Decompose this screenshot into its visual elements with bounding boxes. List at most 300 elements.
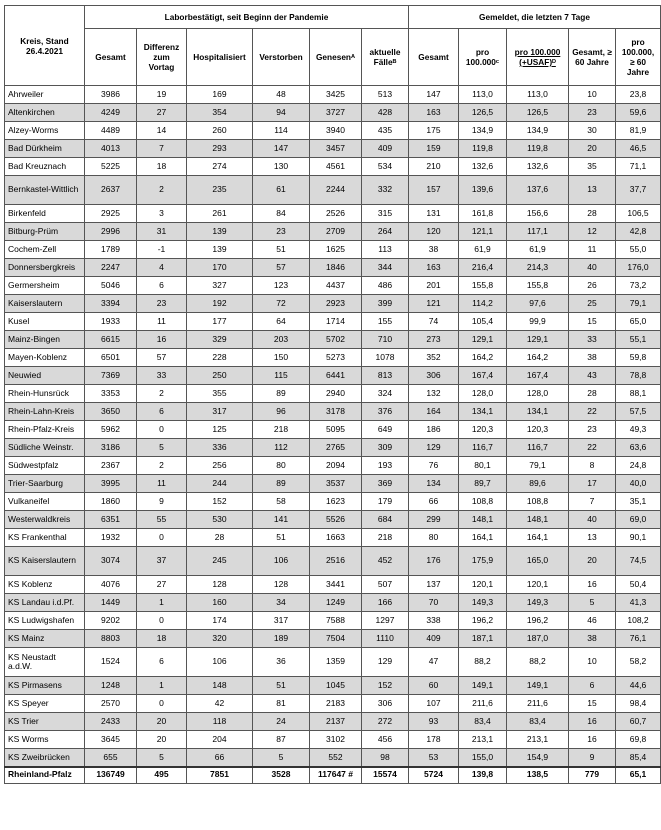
cell-hospitalisiert: 245	[187, 547, 253, 576]
cell-genesen: 5526	[310, 511, 362, 529]
cell-genesen: 1714	[310, 313, 362, 331]
cell-7d-pro-100000-60: 88,1	[616, 385, 661, 403]
cell-genesen: 2244	[310, 176, 362, 205]
cell-hospitalisiert: 256	[187, 457, 253, 475]
cell-aktuelle-faelle: 152	[362, 677, 409, 695]
cell-hospitalisiert: 260	[187, 122, 253, 140]
cell-7d-pro-100000-60: 59,8	[616, 349, 661, 367]
cell-gesamt: 655	[85, 749, 137, 767]
cell-kreis: Neuwied	[5, 367, 85, 385]
cell-differenz: 19	[137, 86, 187, 104]
cell-verstorben: 51	[253, 677, 310, 695]
cell-7d-pro-100000: 88,2	[459, 648, 507, 677]
header-col-7d-gesamt-60: Gesamt, ≥ 60 Jahre	[569, 29, 616, 86]
cell-aktuelle-faelle: 513	[362, 86, 409, 104]
cell-7d-pro-100000: 213,1	[459, 731, 507, 749]
cell-differenz: 37	[137, 547, 187, 576]
cell-verstorben: 123	[253, 277, 310, 295]
cell-aktuelle-faelle: 1110	[362, 630, 409, 648]
cell-hospitalisiert: 244	[187, 475, 253, 493]
cell-7d-gesamt-60: 15	[569, 313, 616, 331]
cell-7d-pro-100000-60: 78,8	[616, 367, 661, 385]
cell-gesamt: 5046	[85, 277, 137, 295]
cell-7d-gesamt-60: 25	[569, 295, 616, 313]
table-row	[5, 331, 661, 349]
cell-7d-pro-100000-60: 106,5	[616, 205, 661, 223]
table-row	[5, 493, 661, 511]
cell-aktuelle-faelle: 369	[362, 475, 409, 493]
total-cell-7d-pro-100000: 139,8	[459, 767, 507, 784]
cell-verstorben: 147	[253, 140, 310, 158]
cell-verstorben: 23	[253, 223, 310, 241]
table-row-total	[5, 767, 661, 784]
cell-hospitalisiert: 355	[187, 385, 253, 403]
cell-kreis: KS Neustadt a.d.W.	[5, 648, 85, 677]
table-row	[5, 677, 661, 695]
cell-differenz: 2	[137, 457, 187, 475]
cell-hospitalisiert: 66	[187, 749, 253, 767]
cell-7d-pro-100000-usaf: 83,4	[507, 713, 569, 731]
cell-differenz: 55	[137, 511, 187, 529]
cell-differenz: 23	[137, 295, 187, 313]
cell-7d-pro-100000-usaf: 134,9	[507, 122, 569, 140]
cell-7d-pro-100000-60: 41,3	[616, 594, 661, 612]
cell-gesamt: 6351	[85, 511, 137, 529]
cell-kreis: Rhein-Lahn-Kreis	[5, 403, 85, 421]
cell-7d-gesamt-60: 16	[569, 576, 616, 594]
cell-7d-gesamt-60: 7	[569, 493, 616, 511]
cell-aktuelle-faelle: 376	[362, 403, 409, 421]
cell-7d-pro-100000-usaf: 126,5	[507, 104, 569, 122]
cell-differenz: 18	[137, 158, 187, 176]
cell-differenz: 0	[137, 612, 187, 630]
cell-7d-pro-100000: 119,8	[459, 140, 507, 158]
cell-7d-pro-100000-60: 40,0	[616, 475, 661, 493]
cell-kreis: Westerwaldkreis	[5, 511, 85, 529]
cell-differenz: 11	[137, 313, 187, 331]
cell-7d-gesamt: 53	[409, 749, 459, 767]
header-kreis: Kreis, Stand 26.4.2021	[5, 6, 85, 86]
cell-7d-pro-100000: 80,1	[459, 457, 507, 475]
cell-gesamt: 3186	[85, 439, 137, 457]
cell-genesen: 2765	[310, 439, 362, 457]
cell-aktuelle-faelle: 218	[362, 529, 409, 547]
cell-aktuelle-faelle: 1297	[362, 612, 409, 630]
cell-differenz: 6	[137, 277, 187, 295]
cell-7d-pro-100000-usaf: 187,0	[507, 630, 569, 648]
table-row	[5, 612, 661, 630]
table-row	[5, 259, 661, 277]
cell-7d-pro-100000-usaf: 119,8	[507, 140, 569, 158]
cell-genesen: 552	[310, 749, 362, 767]
cell-7d-pro-100000: 108,8	[459, 493, 507, 511]
cell-differenz: -1	[137, 241, 187, 259]
cell-differenz: 27	[137, 576, 187, 594]
cell-7d-gesamt-60: 40	[569, 259, 616, 277]
table-row	[5, 241, 661, 259]
cell-gesamt: 4249	[85, 104, 137, 122]
cell-7d-pro-100000: 129,1	[459, 331, 507, 349]
cell-genesen: 3537	[310, 475, 362, 493]
cell-gesamt: 3645	[85, 731, 137, 749]
cell-7d-pro-100000-60: 85,4	[616, 749, 661, 767]
cell-7d-pro-100000-usaf: 214,3	[507, 259, 569, 277]
cell-gesamt: 2637	[85, 176, 137, 205]
cell-7d-gesamt: 66	[409, 493, 459, 511]
cell-aktuelle-faelle: 309	[362, 439, 409, 457]
cell-aktuelle-faelle: 324	[362, 385, 409, 403]
cell-differenz: 33	[137, 367, 187, 385]
table-row	[5, 421, 661, 439]
cell-7d-gesamt-60: 10	[569, 86, 616, 104]
table-row	[5, 104, 661, 122]
cell-gesamt: 4076	[85, 576, 137, 594]
cell-7d-pro-100000-usaf: 113,0	[507, 86, 569, 104]
table-row	[5, 529, 661, 547]
cell-7d-pro-100000-usaf: 116,7	[507, 439, 569, 457]
cell-verstorben: 89	[253, 475, 310, 493]
total-cell-kreis: Rheinland-Pfalz	[5, 767, 85, 784]
cell-gesamt: 2996	[85, 223, 137, 241]
cell-7d-pro-100000-60: 50,4	[616, 576, 661, 594]
cell-7d-pro-100000-usaf: 167,4	[507, 367, 569, 385]
cell-aktuelle-faelle: 264	[362, 223, 409, 241]
cell-7d-gesamt-60: 38	[569, 349, 616, 367]
cell-7d-gesamt: 47	[409, 648, 459, 677]
cell-7d-pro-100000: 196,2	[459, 612, 507, 630]
cell-7d-pro-100000-usaf: 154,9	[507, 749, 569, 767]
cell-differenz: 6	[137, 648, 187, 677]
cell-7d-pro-100000: 149,3	[459, 594, 507, 612]
header-col-7d-pro-100000: pro 100.000ᶜ	[459, 29, 507, 86]
header-col-gesamt: Gesamt	[85, 29, 137, 86]
cell-7d-gesamt: 137	[409, 576, 459, 594]
cell-aktuelle-faelle: 193	[362, 457, 409, 475]
cell-7d-pro-100000-60: 69,8	[616, 731, 661, 749]
cell-kreis: Bad Kreuznach	[5, 158, 85, 176]
cell-7d-pro-100000: 113,0	[459, 86, 507, 104]
table-row	[5, 731, 661, 749]
cell-7d-pro-100000-60: 35,1	[616, 493, 661, 511]
cell-7d-pro-100000: 139,6	[459, 176, 507, 205]
cell-differenz: 2	[137, 176, 187, 205]
total-cell-differenz: 495	[137, 767, 187, 784]
cell-gesamt: 1860	[85, 493, 137, 511]
cell-kreis: KS Zweibrücken	[5, 749, 85, 767]
cell-hospitalisiert: 192	[187, 295, 253, 313]
table-row	[5, 594, 661, 612]
cell-7d-pro-100000: 126,5	[459, 104, 507, 122]
cell-differenz: 20	[137, 713, 187, 731]
cell-hospitalisiert: 261	[187, 205, 253, 223]
cell-hospitalisiert: 293	[187, 140, 253, 158]
cell-7d-pro-100000: 105,4	[459, 313, 507, 331]
cell-gesamt: 4013	[85, 140, 137, 158]
table-row	[5, 295, 661, 313]
cell-7d-pro-100000: 164,2	[459, 349, 507, 367]
cell-7d-gesamt: 107	[409, 695, 459, 713]
cell-aktuelle-faelle: 155	[362, 313, 409, 331]
cell-verstorben: 36	[253, 648, 310, 677]
cell-verstorben: 34	[253, 594, 310, 612]
cell-gesamt: 5225	[85, 158, 137, 176]
cell-genesen: 4561	[310, 158, 362, 176]
cell-7d-pro-100000-usaf: 120,1	[507, 576, 569, 594]
cell-7d-pro-100000: 89,7	[459, 475, 507, 493]
cell-7d-gesamt: 178	[409, 731, 459, 749]
cell-7d-pro-100000-usaf: 149,3	[507, 594, 569, 612]
cell-7d-pro-100000-usaf: 61,9	[507, 241, 569, 259]
cell-differenz: 7	[137, 140, 187, 158]
cell-7d-pro-100000-usaf: 120,3	[507, 421, 569, 439]
cell-7d-gesamt: 409	[409, 630, 459, 648]
cell-hospitalisiert: 125	[187, 421, 253, 439]
cell-genesen: 5702	[310, 331, 362, 349]
cell-7d-pro-100000-60: 60,7	[616, 713, 661, 731]
cell-gesamt: 3995	[85, 475, 137, 493]
cell-differenz: 16	[137, 331, 187, 349]
cell-7d-pro-100000: 134,9	[459, 122, 507, 140]
cell-7d-gesamt: 76	[409, 457, 459, 475]
cell-hospitalisiert: 106	[187, 648, 253, 677]
cell-gesamt: 2433	[85, 713, 137, 731]
cell-7d-gesamt: 74	[409, 313, 459, 331]
cell-hospitalisiert: 42	[187, 695, 253, 713]
cell-differenz: 18	[137, 630, 187, 648]
cell-7d-gesamt-60: 40	[569, 511, 616, 529]
cell-7d-gesamt: 131	[409, 205, 459, 223]
cell-hospitalisiert: 317	[187, 403, 253, 421]
cell-gesamt: 2247	[85, 259, 137, 277]
cell-verstorben: 64	[253, 313, 310, 331]
cell-aktuelle-faelle: 113	[362, 241, 409, 259]
cell-7d-gesamt-60: 23	[569, 104, 616, 122]
cell-differenz: 5	[137, 749, 187, 767]
header-col-aktuelle-faelle: aktuelle Fälleᴮ	[362, 29, 409, 86]
cell-7d-pro-100000: 128,0	[459, 385, 507, 403]
header-group-gemeldet-7-tage: Gemeldet, die letzten 7 Tage	[409, 6, 661, 29]
header-col-hospitalisiert: Hospitalisiert	[187, 29, 253, 86]
cell-verstorben: 58	[253, 493, 310, 511]
cell-kreis: KS Ludwigshafen	[5, 612, 85, 630]
table-row	[5, 223, 661, 241]
cell-7d-gesamt: 132	[409, 385, 459, 403]
cell-7d-gesamt: 38	[409, 241, 459, 259]
cell-7d-gesamt-60: 15	[569, 695, 616, 713]
cell-7d-pro-100000: 175,9	[459, 547, 507, 576]
cell-7d-pro-100000-60: 76,1	[616, 630, 661, 648]
cell-genesen: 2940	[310, 385, 362, 403]
cell-differenz: 2	[137, 385, 187, 403]
cell-7d-pro-100000: 149,1	[459, 677, 507, 695]
cell-genesen: 2709	[310, 223, 362, 241]
cell-gesamt: 5962	[85, 421, 137, 439]
cell-aktuelle-faelle: 486	[362, 277, 409, 295]
cell-7d-gesamt-60: 13	[569, 176, 616, 205]
cell-gesamt: 1449	[85, 594, 137, 612]
cell-7d-pro-100000: 161,8	[459, 205, 507, 223]
cell-7d-pro-100000: 134,1	[459, 403, 507, 421]
cell-7d-gesamt-60: 26	[569, 277, 616, 295]
cell-aktuelle-faelle: 399	[362, 295, 409, 313]
cell-verstorben: 72	[253, 295, 310, 313]
cell-7d-gesamt-60: 10	[569, 648, 616, 677]
cell-genesen: 2526	[310, 205, 362, 223]
cell-kreis: Südliche Weinstr.	[5, 439, 85, 457]
cell-7d-pro-100000-60: 63,6	[616, 439, 661, 457]
cell-verstorben: 51	[253, 529, 310, 547]
cell-genesen: 3940	[310, 122, 362, 140]
cell-gesamt: 9202	[85, 612, 137, 630]
cell-7d-gesamt: 134	[409, 475, 459, 493]
cell-kreis: Vulkaneifel	[5, 493, 85, 511]
cell-7d-pro-100000: 132,6	[459, 158, 507, 176]
cell-kreis: KS Koblenz	[5, 576, 85, 594]
cell-7d-pro-100000-60: 69,0	[616, 511, 661, 529]
cell-kreis: Alzey-Worms	[5, 122, 85, 140]
cell-7d-gesamt-60: 17	[569, 475, 616, 493]
cell-aktuelle-faelle: 306	[362, 695, 409, 713]
table-row	[5, 547, 661, 576]
cell-7d-pro-100000-60: 57,5	[616, 403, 661, 421]
cell-kreis: KS Frankenthal	[5, 529, 85, 547]
cell-hospitalisiert: 28	[187, 529, 253, 547]
cell-differenz: 1	[137, 594, 187, 612]
cell-7d-pro-100000-60: 79,1	[616, 295, 661, 313]
cell-kreis: KS Kaiserslautern	[5, 547, 85, 576]
cell-kreis: Birkenfeld	[5, 205, 85, 223]
cell-differenz: 4	[137, 259, 187, 277]
cell-genesen: 3102	[310, 731, 362, 749]
cell-kreis: Cochem-Zell	[5, 241, 85, 259]
cell-genesen: 3425	[310, 86, 362, 104]
cell-7d-gesamt-60: 38	[569, 630, 616, 648]
table-row	[5, 158, 661, 176]
cell-verstorben: 80	[253, 457, 310, 475]
cell-kreis: Rhein-Pfalz-Kreis	[5, 421, 85, 439]
cell-7d-gesamt: 299	[409, 511, 459, 529]
cell-7d-pro-100000-usaf: 99,9	[507, 313, 569, 331]
cell-kreis: Mainz-Bingen	[5, 331, 85, 349]
cell-kreis: KS Worms	[5, 731, 85, 749]
cell-7d-gesamt: 147	[409, 86, 459, 104]
cell-verstorben: 189	[253, 630, 310, 648]
table-row	[5, 349, 661, 367]
cell-hospitalisiert: 160	[187, 594, 253, 612]
table-row	[5, 630, 661, 648]
cell-7d-pro-100000-usaf: 149,1	[507, 677, 569, 695]
cell-verstorben: 89	[253, 385, 310, 403]
cell-7d-gesamt: 338	[409, 612, 459, 630]
table-row	[5, 205, 661, 223]
cell-genesen: 3178	[310, 403, 362, 421]
cell-7d-pro-100000-60: 73,2	[616, 277, 661, 295]
table-row	[5, 313, 661, 331]
cell-7d-pro-100000-60: 24,8	[616, 457, 661, 475]
total-cell-7d-pro-100000-usaf: 138,5	[507, 767, 569, 784]
cell-genesen: 3441	[310, 576, 362, 594]
cell-genesen: 5273	[310, 349, 362, 367]
cell-hospitalisiert: 274	[187, 158, 253, 176]
cell-hospitalisiert: 118	[187, 713, 253, 731]
total-cell-7d-gesamt-60: 779	[569, 767, 616, 784]
cell-genesen: 1846	[310, 259, 362, 277]
cell-7d-pro-100000-60: 71,1	[616, 158, 661, 176]
cell-kreis: Rhein-Hunsrück	[5, 385, 85, 403]
cell-gesamt: 1789	[85, 241, 137, 259]
cell-kreis: Altenkirchen	[5, 104, 85, 122]
cell-genesen: 1249	[310, 594, 362, 612]
cell-genesen: 1359	[310, 648, 362, 677]
cell-7d-gesamt-60: 28	[569, 385, 616, 403]
cell-gesamt: 8803	[85, 630, 137, 648]
cell-kreis: KS Pirmasens	[5, 677, 85, 695]
cell-verstorben: 150	[253, 349, 310, 367]
cell-hospitalisiert: 329	[187, 331, 253, 349]
cell-genesen: 1625	[310, 241, 362, 259]
cell-7d-gesamt: 159	[409, 140, 459, 158]
cell-7d-pro-100000-60: 58,2	[616, 648, 661, 677]
header-col-genesen: Genesenᴬ	[310, 29, 362, 86]
cell-7d-gesamt-60: 28	[569, 205, 616, 223]
cell-7d-gesamt: 273	[409, 331, 459, 349]
cell-7d-pro-100000: 216,4	[459, 259, 507, 277]
cell-7d-pro-100000-usaf: 79,1	[507, 457, 569, 475]
cell-7d-gesamt-60: 33	[569, 331, 616, 349]
cell-differenz: 20	[137, 731, 187, 749]
cell-hospitalisiert: 320	[187, 630, 253, 648]
table-row	[5, 176, 661, 205]
cell-7d-pro-100000: 114,2	[459, 295, 507, 313]
cell-aktuelle-faelle: 315	[362, 205, 409, 223]
cell-aktuelle-faelle: 98	[362, 749, 409, 767]
total-cell-gesamt: 136749	[85, 767, 137, 784]
cell-verstorben: 128	[253, 576, 310, 594]
cell-genesen: 5095	[310, 421, 362, 439]
cell-7d-gesamt-60: 20	[569, 140, 616, 158]
cell-7d-gesamt: 175	[409, 122, 459, 140]
cell-7d-gesamt: 352	[409, 349, 459, 367]
cell-7d-pro-100000: 187,1	[459, 630, 507, 648]
cell-hospitalisiert: 327	[187, 277, 253, 295]
cell-aktuelle-faelle: 813	[362, 367, 409, 385]
table-row	[5, 122, 661, 140]
cell-verstorben: 57	[253, 259, 310, 277]
cell-7d-pro-100000-usaf: 156,6	[507, 205, 569, 223]
cell-7d-pro-100000-60: 55,1	[616, 331, 661, 349]
cell-differenz: 6	[137, 403, 187, 421]
cell-genesen: 3727	[310, 104, 362, 122]
cell-7d-pro-100000-60: 81,9	[616, 122, 661, 140]
cell-hospitalisiert: 250	[187, 367, 253, 385]
cell-genesen: 1045	[310, 677, 362, 695]
cell-7d-gesamt-60: 12	[569, 223, 616, 241]
cell-7d-pro-100000-usaf: 137,6	[507, 176, 569, 205]
cell-genesen: 2137	[310, 713, 362, 731]
cell-7d-pro-100000-60: 74,5	[616, 547, 661, 576]
cell-aktuelle-faelle: 435	[362, 122, 409, 140]
cell-7d-gesamt: 210	[409, 158, 459, 176]
total-cell-7d-pro-100000-60: 65,1	[616, 767, 661, 784]
table-row	[5, 385, 661, 403]
cell-hospitalisiert: 530	[187, 511, 253, 529]
cell-gesamt: 2925	[85, 205, 137, 223]
cell-gesamt: 3650	[85, 403, 137, 421]
cell-aktuelle-faelle: 452	[362, 547, 409, 576]
cell-7d-pro-100000-usaf: 108,8	[507, 493, 569, 511]
header-row-groups	[5, 6, 661, 29]
cell-7d-pro-100000: 116,7	[459, 439, 507, 457]
